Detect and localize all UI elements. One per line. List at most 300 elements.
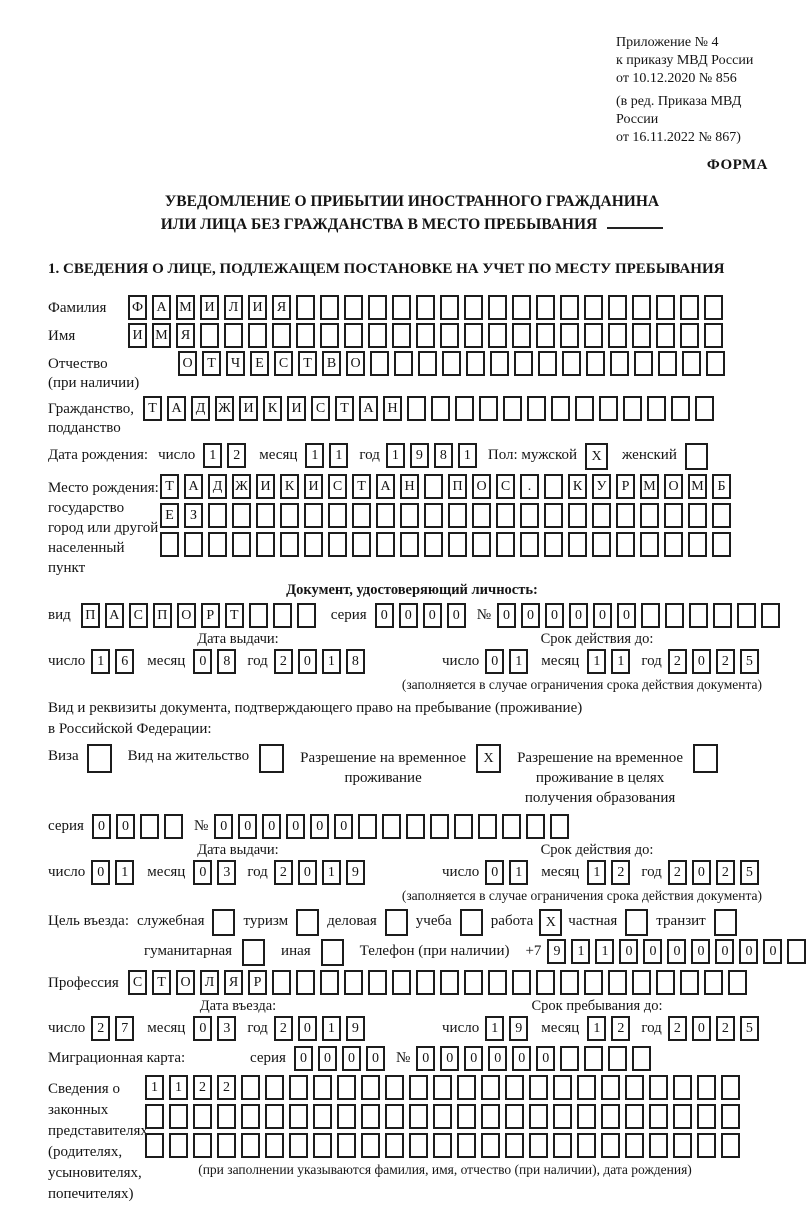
- char-cell[interactable]: [407, 396, 426, 421]
- char-cell[interactable]: [689, 603, 708, 628]
- char-cell[interactable]: [352, 532, 371, 557]
- char-cell[interactable]: [560, 1046, 579, 1071]
- char-cell[interactable]: 8: [217, 649, 236, 674]
- char-cell[interactable]: Т: [152, 970, 171, 995]
- char-cell[interactable]: [761, 603, 780, 628]
- char-cell[interactable]: [440, 970, 459, 995]
- char-cell[interactable]: [529, 1133, 548, 1158]
- char-cell[interactable]: [721, 1075, 740, 1100]
- char-cell[interactable]: [568, 503, 587, 528]
- char-cell[interactable]: [164, 814, 183, 839]
- char-cell[interactable]: П: [81, 603, 100, 628]
- char-cell[interactable]: 0: [715, 939, 734, 964]
- char-cell[interactable]: [514, 351, 533, 376]
- char-cell[interactable]: [457, 1133, 476, 1158]
- char-cell[interactable]: [527, 396, 546, 421]
- char-cell[interactable]: 0: [116, 814, 135, 839]
- char-cell[interactable]: 0: [342, 1046, 361, 1071]
- char-cell[interactable]: [241, 1075, 260, 1100]
- char-cell[interactable]: 2: [716, 860, 735, 885]
- temp-residence-edu-checkbox[interactable]: [693, 744, 718, 773]
- char-cell[interactable]: .: [520, 474, 539, 499]
- char-cell[interactable]: [649, 1075, 668, 1100]
- char-cell[interactable]: [664, 532, 683, 557]
- char-cell[interactable]: [385, 1104, 404, 1129]
- char-cell[interactable]: [385, 1075, 404, 1100]
- char-cell[interactable]: [296, 323, 315, 348]
- char-cell[interactable]: [488, 323, 507, 348]
- char-cell[interactable]: [232, 532, 251, 557]
- char-cell[interactable]: И: [200, 295, 219, 320]
- char-cell[interactable]: 1: [587, 649, 606, 674]
- char-cell[interactable]: [616, 532, 635, 557]
- char-cell[interactable]: 0: [416, 1046, 435, 1071]
- char-cell[interactable]: 1: [169, 1075, 188, 1100]
- char-cell[interactable]: [721, 1104, 740, 1129]
- char-cell[interactable]: [256, 532, 275, 557]
- char-cell[interactable]: 1: [611, 649, 630, 674]
- char-cell[interactable]: [416, 970, 435, 995]
- char-cell[interactable]: 0: [545, 603, 564, 628]
- char-cell[interactable]: [505, 1075, 524, 1100]
- char-cell[interactable]: [241, 1133, 260, 1158]
- char-cell[interactable]: А: [376, 474, 395, 499]
- char-cell[interactable]: [265, 1133, 284, 1158]
- char-cell[interactable]: [406, 814, 425, 839]
- char-cell[interactable]: 1: [571, 939, 590, 964]
- char-cell[interactable]: [464, 970, 483, 995]
- char-cell[interactable]: [577, 1133, 596, 1158]
- char-cell[interactable]: [313, 1133, 332, 1158]
- char-cell[interactable]: [608, 323, 627, 348]
- char-cell[interactable]: [601, 1075, 620, 1100]
- char-cell[interactable]: 0: [91, 860, 110, 885]
- char-cell[interactable]: [536, 970, 555, 995]
- char-cell[interactable]: 0: [447, 603, 466, 628]
- char-cell[interactable]: 0: [667, 939, 686, 964]
- char-cell[interactable]: [454, 814, 473, 839]
- char-cell[interactable]: 0: [310, 814, 329, 839]
- char-cell[interactable]: [455, 396, 474, 421]
- char-cell[interactable]: [337, 1133, 356, 1158]
- char-cell[interactable]: [457, 1104, 476, 1129]
- char-cell[interactable]: [409, 1075, 428, 1100]
- char-cell[interactable]: [647, 396, 666, 421]
- char-cell[interactable]: [592, 503, 611, 528]
- char-cell[interactable]: [448, 532, 467, 557]
- char-cell[interactable]: [289, 1075, 308, 1100]
- char-cell[interactable]: 0: [739, 939, 758, 964]
- char-cell[interactable]: [442, 351, 461, 376]
- char-cell[interactable]: [536, 295, 555, 320]
- char-cell[interactable]: М: [640, 474, 659, 499]
- char-cell[interactable]: 0: [692, 649, 711, 674]
- char-cell[interactable]: [289, 1104, 308, 1129]
- char-cell[interactable]: 0: [692, 1016, 711, 1041]
- char-cell[interactable]: [466, 351, 485, 376]
- char-cell[interactable]: [368, 970, 387, 995]
- char-cell[interactable]: Е: [250, 351, 269, 376]
- purpose-checkbox[interactable]: [212, 909, 235, 936]
- char-cell[interactable]: [328, 532, 347, 557]
- char-cell[interactable]: [601, 1104, 620, 1129]
- char-cell[interactable]: 1: [322, 1016, 341, 1041]
- char-cell[interactable]: [424, 474, 443, 499]
- char-cell[interactable]: А: [184, 474, 203, 499]
- char-cell[interactable]: [481, 1133, 500, 1158]
- char-cell[interactable]: 2: [227, 443, 246, 468]
- char-cell[interactable]: [184, 532, 203, 557]
- char-cell[interactable]: [169, 1104, 188, 1129]
- char-cell[interactable]: [382, 814, 401, 839]
- char-cell[interactable]: [697, 1133, 716, 1158]
- char-cell[interactable]: [680, 295, 699, 320]
- char-cell[interactable]: 7: [115, 1016, 134, 1041]
- char-cell[interactable]: 0: [512, 1046, 531, 1071]
- char-cell[interactable]: 2: [274, 649, 293, 674]
- char-cell[interactable]: [400, 503, 419, 528]
- char-cell[interactable]: С: [496, 474, 515, 499]
- char-cell[interactable]: 0: [619, 939, 638, 964]
- char-cell[interactable]: [370, 351, 389, 376]
- char-cell[interactable]: [265, 1075, 284, 1100]
- char-cell[interactable]: [673, 1133, 692, 1158]
- char-cell[interactable]: А: [105, 603, 124, 628]
- char-cell[interactable]: [586, 351, 605, 376]
- char-cell[interactable]: Я: [224, 970, 243, 995]
- char-cell[interactable]: [682, 351, 701, 376]
- char-cell[interactable]: [634, 351, 653, 376]
- char-cell[interactable]: З: [184, 503, 203, 528]
- char-cell[interactable]: [440, 295, 459, 320]
- char-cell[interactable]: [409, 1104, 428, 1129]
- char-cell[interactable]: [680, 323, 699, 348]
- char-cell[interactable]: Ч: [226, 351, 245, 376]
- char-cell[interactable]: [496, 532, 515, 557]
- char-cell[interactable]: 3: [217, 1016, 236, 1041]
- visa-checkbox[interactable]: [87, 744, 112, 773]
- char-cell[interactable]: [224, 323, 243, 348]
- char-cell[interactable]: 5: [740, 1016, 759, 1041]
- char-cell[interactable]: [328, 503, 347, 528]
- char-cell[interactable]: 0: [643, 939, 662, 964]
- char-cell[interactable]: 1: [485, 1016, 504, 1041]
- char-cell[interactable]: 3: [217, 860, 236, 885]
- char-cell[interactable]: [368, 295, 387, 320]
- char-cell[interactable]: 2: [611, 1016, 630, 1041]
- char-cell[interactable]: [536, 323, 555, 348]
- char-cell[interactable]: [632, 970, 651, 995]
- purpose-checkbox[interactable]: X: [539, 909, 562, 936]
- residence-permit-checkbox[interactable]: [259, 744, 284, 773]
- char-cell[interactable]: [208, 532, 227, 557]
- char-cell[interactable]: [704, 295, 723, 320]
- char-cell[interactable]: [608, 970, 627, 995]
- char-cell[interactable]: 9: [410, 443, 429, 468]
- char-cell[interactable]: [706, 351, 725, 376]
- char-cell[interactable]: О: [177, 603, 196, 628]
- char-cell[interactable]: [568, 532, 587, 557]
- char-cell[interactable]: [695, 396, 714, 421]
- char-cell[interactable]: Т: [352, 474, 371, 499]
- char-cell[interactable]: 0: [294, 1046, 313, 1071]
- char-cell[interactable]: [361, 1133, 380, 1158]
- char-cell[interactable]: [592, 532, 611, 557]
- char-cell[interactable]: [641, 603, 660, 628]
- char-cell[interactable]: [640, 503, 659, 528]
- char-cell[interactable]: Д: [191, 396, 210, 421]
- char-cell[interactable]: И: [239, 396, 258, 421]
- char-cell[interactable]: [512, 323, 531, 348]
- char-cell[interactable]: [616, 503, 635, 528]
- char-cell[interactable]: [361, 1104, 380, 1129]
- char-cell[interactable]: 0: [692, 860, 711, 885]
- char-cell[interactable]: 2: [274, 860, 293, 885]
- char-cell[interactable]: [481, 1075, 500, 1100]
- char-cell[interactable]: [296, 970, 315, 995]
- char-cell[interactable]: 0: [569, 603, 588, 628]
- char-cell[interactable]: [737, 603, 756, 628]
- char-cell[interactable]: [688, 503, 707, 528]
- char-cell[interactable]: [665, 603, 684, 628]
- purpose-checkbox[interactable]: [460, 909, 483, 936]
- char-cell[interactable]: Ж: [232, 474, 251, 499]
- char-cell[interactable]: [625, 1133, 644, 1158]
- char-cell[interactable]: [502, 814, 521, 839]
- char-cell[interactable]: 1: [386, 443, 405, 468]
- char-cell[interactable]: [608, 295, 627, 320]
- char-cell[interactable]: С: [129, 603, 148, 628]
- char-cell[interactable]: [625, 1075, 644, 1100]
- char-cell[interactable]: [649, 1133, 668, 1158]
- char-cell[interactable]: [608, 1046, 627, 1071]
- char-cell[interactable]: 9: [509, 1016, 528, 1041]
- char-cell[interactable]: [256, 503, 275, 528]
- char-cell[interactable]: 0: [485, 649, 504, 674]
- char-cell[interactable]: [520, 532, 539, 557]
- char-cell[interactable]: [577, 1104, 596, 1129]
- char-cell[interactable]: [433, 1075, 452, 1100]
- purpose-checkbox[interactable]: [296, 909, 319, 936]
- char-cell[interactable]: [352, 503, 371, 528]
- char-cell[interactable]: [512, 970, 531, 995]
- char-cell[interactable]: [361, 1075, 380, 1100]
- char-cell[interactable]: [479, 396, 498, 421]
- char-cell[interactable]: 1: [203, 443, 222, 468]
- char-cell[interactable]: [145, 1104, 164, 1129]
- char-cell[interactable]: 5: [740, 860, 759, 885]
- char-cell[interactable]: [430, 814, 449, 839]
- char-cell[interactable]: 6: [115, 649, 134, 674]
- char-cell[interactable]: [385, 1133, 404, 1158]
- char-cell[interactable]: П: [153, 603, 172, 628]
- char-cell[interactable]: К: [568, 474, 587, 499]
- char-cell[interactable]: [721, 1133, 740, 1158]
- female-checkbox[interactable]: [685, 443, 708, 470]
- char-cell[interactable]: Я: [272, 295, 291, 320]
- char-cell[interactable]: [505, 1133, 524, 1158]
- char-cell[interactable]: [488, 295, 507, 320]
- char-cell[interactable]: 1: [91, 649, 110, 674]
- char-cell[interactable]: [490, 351, 509, 376]
- char-cell[interactable]: 0: [536, 1046, 555, 1071]
- char-cell[interactable]: [529, 1075, 548, 1100]
- char-cell[interactable]: [280, 532, 299, 557]
- char-cell[interactable]: 0: [193, 860, 212, 885]
- char-cell[interactable]: 0: [464, 1046, 483, 1071]
- char-cell[interactable]: [392, 970, 411, 995]
- char-cell[interactable]: Н: [400, 474, 419, 499]
- char-cell[interactable]: 1: [322, 860, 341, 885]
- char-cell[interactable]: [584, 323, 603, 348]
- char-cell[interactable]: [553, 1104, 572, 1129]
- char-cell[interactable]: [217, 1133, 236, 1158]
- char-cell[interactable]: 0: [193, 1016, 212, 1041]
- char-cell[interactable]: Ф: [128, 295, 147, 320]
- char-cell[interactable]: [496, 503, 515, 528]
- char-cell[interactable]: [712, 532, 731, 557]
- char-cell[interactable]: [248, 323, 267, 348]
- char-cell[interactable]: [488, 970, 507, 995]
- char-cell[interactable]: 2: [193, 1075, 212, 1100]
- char-cell[interactable]: [632, 323, 651, 348]
- char-cell[interactable]: А: [167, 396, 186, 421]
- char-cell[interactable]: [464, 295, 483, 320]
- char-cell[interactable]: У: [592, 474, 611, 499]
- char-cell[interactable]: 1: [305, 443, 324, 468]
- char-cell[interactable]: 1: [509, 860, 528, 885]
- male-checkbox[interactable]: X: [585, 443, 608, 470]
- char-cell[interactable]: Л: [224, 295, 243, 320]
- char-cell[interactable]: И: [128, 323, 147, 348]
- char-cell[interactable]: 0: [423, 603, 442, 628]
- char-cell[interactable]: [320, 295, 339, 320]
- char-cell[interactable]: [671, 396, 690, 421]
- char-cell[interactable]: В: [322, 351, 341, 376]
- char-cell[interactable]: 2: [716, 649, 735, 674]
- char-cell[interactable]: [296, 295, 315, 320]
- char-cell[interactable]: Р: [248, 970, 267, 995]
- char-cell[interactable]: [632, 295, 651, 320]
- char-cell[interactable]: [208, 503, 227, 528]
- char-cell[interactable]: [344, 323, 363, 348]
- char-cell[interactable]: 0: [318, 1046, 337, 1071]
- char-cell[interactable]: [704, 970, 723, 995]
- char-cell[interactable]: [697, 1104, 716, 1129]
- char-cell[interactable]: 0: [214, 814, 233, 839]
- char-cell[interactable]: 1: [595, 939, 614, 964]
- char-cell[interactable]: [232, 503, 251, 528]
- char-cell[interactable]: [431, 396, 450, 421]
- char-cell[interactable]: [481, 1104, 500, 1129]
- char-cell[interactable]: [304, 532, 323, 557]
- char-cell[interactable]: 0: [298, 649, 317, 674]
- char-cell[interactable]: [320, 970, 339, 995]
- char-cell[interactable]: [584, 295, 603, 320]
- char-cell[interactable]: [217, 1104, 236, 1129]
- char-cell[interactable]: [673, 1104, 692, 1129]
- char-cell[interactable]: Л: [200, 970, 219, 995]
- char-cell[interactable]: [394, 351, 413, 376]
- char-cell[interactable]: [526, 814, 545, 839]
- char-cell[interactable]: К: [263, 396, 282, 421]
- char-cell[interactable]: Т: [225, 603, 244, 628]
- char-cell[interactable]: 2: [217, 1075, 236, 1100]
- char-cell[interactable]: [713, 603, 732, 628]
- char-cell[interactable]: [544, 503, 563, 528]
- char-cell[interactable]: [520, 503, 539, 528]
- char-cell[interactable]: Е: [160, 503, 179, 528]
- char-cell[interactable]: [145, 1133, 164, 1158]
- char-cell[interactable]: О: [176, 970, 195, 995]
- char-cell[interactable]: [584, 970, 603, 995]
- char-cell[interactable]: 1: [329, 443, 348, 468]
- char-cell[interactable]: 2: [274, 1016, 293, 1041]
- char-cell[interactable]: М: [688, 474, 707, 499]
- char-cell[interactable]: 0: [485, 860, 504, 885]
- char-cell[interactable]: 1: [587, 860, 606, 885]
- char-cell[interactable]: 1: [509, 649, 528, 674]
- char-cell[interactable]: [601, 1133, 620, 1158]
- char-cell[interactable]: [313, 1075, 332, 1100]
- char-cell[interactable]: 0: [440, 1046, 459, 1071]
- char-cell[interactable]: 0: [262, 814, 281, 839]
- char-cell[interactable]: [440, 323, 459, 348]
- char-cell[interactable]: Б: [712, 474, 731, 499]
- char-cell[interactable]: 0: [193, 649, 212, 674]
- char-cell[interactable]: 9: [346, 860, 365, 885]
- char-cell[interactable]: [337, 1104, 356, 1129]
- char-cell[interactable]: [472, 503, 491, 528]
- char-cell[interactable]: [704, 323, 723, 348]
- char-cell[interactable]: [625, 1104, 644, 1129]
- char-cell[interactable]: [337, 1075, 356, 1100]
- char-cell[interactable]: 0: [763, 939, 782, 964]
- char-cell[interactable]: [392, 295, 411, 320]
- char-cell[interactable]: [551, 396, 570, 421]
- char-cell[interactable]: 0: [298, 860, 317, 885]
- char-cell[interactable]: П: [448, 474, 467, 499]
- char-cell[interactable]: [457, 1075, 476, 1100]
- char-cell[interactable]: [584, 1046, 603, 1071]
- char-cell[interactable]: [464, 323, 483, 348]
- char-cell[interactable]: С: [328, 474, 347, 499]
- char-cell[interactable]: [787, 939, 806, 964]
- char-cell[interactable]: О: [346, 351, 365, 376]
- char-cell[interactable]: [575, 396, 594, 421]
- char-cell[interactable]: [200, 323, 219, 348]
- char-cell[interactable]: [656, 970, 675, 995]
- purpose-checkbox[interactable]: [321, 939, 344, 966]
- char-cell[interactable]: 2: [611, 860, 630, 885]
- char-cell[interactable]: О: [472, 474, 491, 499]
- char-cell[interactable]: 0: [334, 814, 353, 839]
- char-cell[interactable]: [712, 503, 731, 528]
- char-cell[interactable]: [610, 351, 629, 376]
- char-cell[interactable]: О: [178, 351, 197, 376]
- purpose-checkbox[interactable]: [242, 939, 265, 966]
- char-cell[interactable]: Т: [298, 351, 317, 376]
- char-cell[interactable]: 2: [716, 1016, 735, 1041]
- char-cell[interactable]: 1: [145, 1075, 164, 1100]
- char-cell[interactable]: [433, 1104, 452, 1129]
- char-cell[interactable]: [376, 503, 395, 528]
- char-cell[interactable]: [560, 970, 579, 995]
- char-cell[interactable]: 0: [497, 603, 516, 628]
- char-cell[interactable]: И: [248, 295, 267, 320]
- char-cell[interactable]: [649, 1104, 668, 1129]
- char-cell[interactable]: 1: [115, 860, 134, 885]
